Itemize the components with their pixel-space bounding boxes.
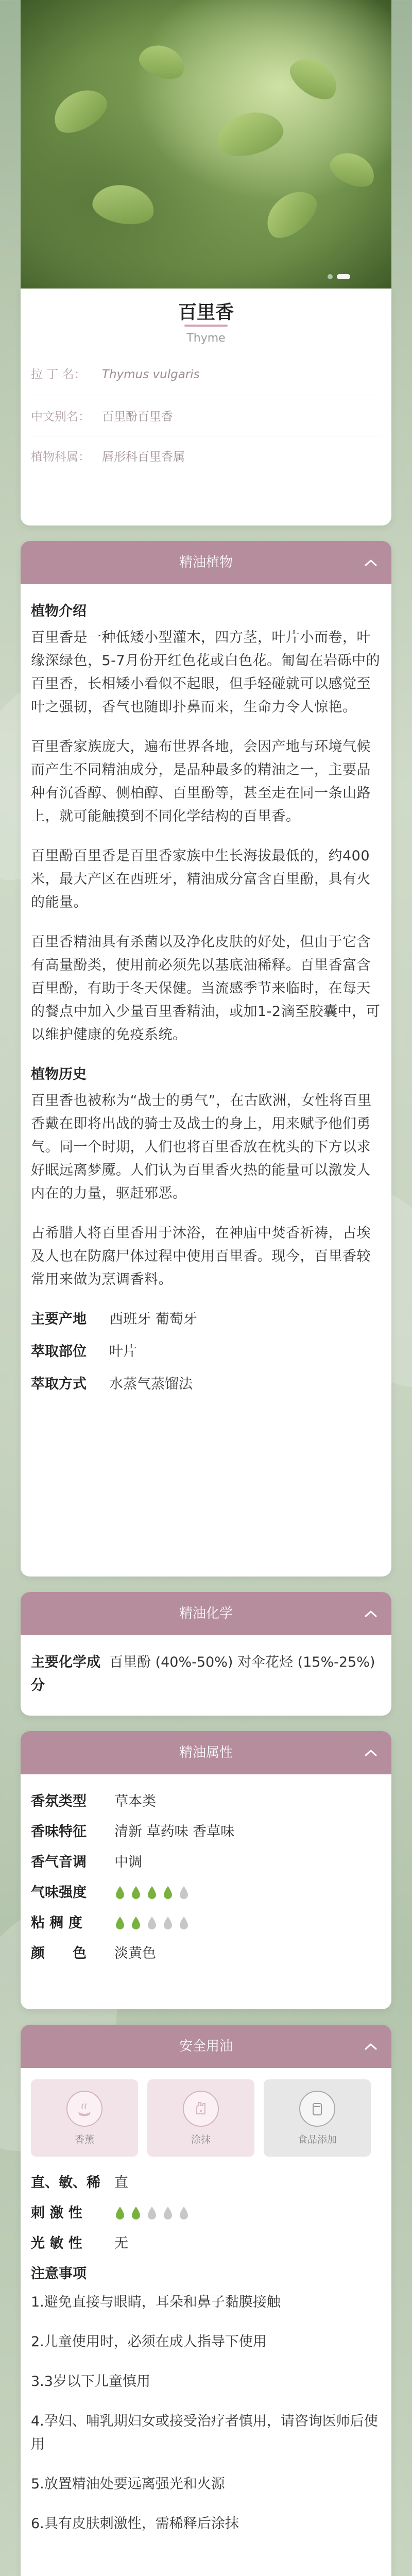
- alias-label: 中文别名：: [31, 410, 90, 423]
- extraction-part-label: 萃取部位: [31, 1344, 87, 1360]
- thyme-leaf-image: [135, 39, 189, 84]
- extraction-method-value: 水蒸气蒸馏法: [109, 1376, 193, 1392]
- precaution-item: 5.放置精油处要远离强光和火源: [31, 2476, 225, 2492]
- section-header-title: 精油植物: [179, 555, 233, 570]
- carousel-dot[interactable]: [337, 274, 350, 279]
- extraction-method-label: 萃取方式: [31, 1376, 87, 1392]
- origin-row: [31, 1308, 381, 1331]
- latin-name-value: Thymus vulgaris: [102, 368, 200, 381]
- paragraph: 百里香是一种低矮小型灌木，四方茎，叶片小而卷，叶缘深绿色，5-7月份开红色花或白色花。匍匐在岩砾中的百里香，长相矮小看似不起眼，但手轻碰就可以感觉至叶之强韧，香气也随即扑鼻而来，生命力令人惊艳。: [31, 630, 381, 715]
- viscosity-row: [31, 1911, 381, 1935]
- irritation-row: [31, 2201, 381, 2225]
- aroma-feature-row: [31, 1820, 381, 1843]
- chevron-up-icon[interactable]: [362, 541, 380, 584]
- paragraph: 百里香家族庞大，遍布世界各地，会因产地与环境气候而产生不同精油成分，是品种最多的精油之一，主要品种有沉香醇、侧柏醇、百里酚等，甚至走在同一条山路上，就可能触摸到不同化学结构的百里香。: [31, 739, 371, 824]
- section-header[interactable]: [21, 1592, 391, 1635]
- dilution-label: 直、敏、稀: [31, 2175, 100, 2191]
- drop-filled-icon: [146, 1885, 158, 1901]
- dilution-row: [31, 2171, 381, 2194]
- intensity-rating: [114, 1885, 190, 1901]
- drop-empty-icon: [178, 1885, 190, 1901]
- hero-image-carousel[interactable]: [21, 0, 391, 289]
- drop-empty-icon: [178, 1916, 190, 1931]
- essential-oil-properties-section: [21, 1731, 391, 2009]
- drop-filled-icon: [114, 1916, 126, 1931]
- plant-intro-title: 植物介绍: [31, 603, 87, 619]
- aroma-note-value: 中调: [114, 1854, 142, 1870]
- drop-empty-icon: [162, 2206, 174, 2221]
- drop-empty-icon: [178, 2206, 190, 2221]
- plant-english-name: Thyme: [186, 332, 226, 345]
- drop-filled-icon: [130, 1885, 142, 1901]
- aroma-feature-label: 香味特征: [31, 1824, 87, 1840]
- irritation-rating: [114, 2206, 190, 2221]
- paragraph: 百里香也被称为“战士的勇气”，在古欧洲，女性将百里香戴在即将出战的骑士及战士的身上，用来赋予他们勇气。同一个时期，人们也将百里香放在枕头的下方以求好眠远离梦魇。人们认为百里香火热的能量可以激发人内在的力量，驱赶邪恶。: [31, 1093, 372, 1201]
- color-label: 颜 色: [31, 1945, 87, 1961]
- carousel-indicator[interactable]: [328, 274, 350, 279]
- intensity-label: 气味强度: [31, 1885, 87, 1901]
- family-row: [31, 447, 381, 464]
- precaution-item: 2.儿童使用时，必须在成人指导下使用: [31, 2334, 267, 2350]
- aroma-note-row: [31, 1851, 381, 1874]
- section-header[interactable]: [21, 1731, 391, 1774]
- viscosity-rating: [114, 1916, 190, 1931]
- diffuser-icon: [66, 2091, 102, 2127]
- latin-name-label: 拉 丁 名：: [31, 368, 86, 381]
- aroma-type-value: 草本类: [114, 1793, 156, 1809]
- precautions-title: 注意事项: [31, 2266, 87, 2282]
- usage-methods: [31, 2079, 381, 2157]
- origin-value: 西班牙 葡萄牙: [109, 1311, 197, 1327]
- aroma-type-label: 香氛类型: [31, 1793, 87, 1809]
- aroma-feature-value: 清新 草药味 香草味: [114, 1824, 235, 1840]
- page-title: 百里香: [178, 302, 234, 323]
- topical-icon: [183, 2091, 219, 2127]
- plant-history-title: 植物历史: [31, 1066, 87, 1082]
- essential-oil-plant-section: [21, 541, 391, 1577]
- color-value: 淡黄色: [114, 1945, 156, 1961]
- section-header-title: 精油属性: [179, 1745, 233, 1760]
- drop-filled-icon: [130, 1916, 142, 1931]
- photosensitivity-label: 光 敏 性: [31, 2235, 82, 2251]
- thyme-leaf-image: [46, 81, 113, 141]
- plant-intro-text: [31, 626, 381, 1046]
- precaution-item: 1.避免直接与眼睛，耳朵和鼻子黏膜接触: [31, 2294, 281, 2310]
- drop-filled-icon: [162, 1885, 174, 1901]
- extraction-part-row: [31, 1340, 381, 1363]
- section-header[interactable]: [21, 541, 391, 584]
- alias-value: 百里酚百里香: [102, 410, 173, 423]
- precaution-item: 3.3岁以下儿童慎用: [31, 2374, 150, 2389]
- photosensitivity-value: 无: [114, 2235, 128, 2251]
- paragraph: 百里酚百里香是百里香家族中生长海拔最低的，约400米，最大产区在西班牙，精油成分富含百里酚，具有火的能量。: [31, 848, 371, 910]
- usage-label: 食品添加: [297, 2133, 337, 2145]
- intensity-row: [31, 1881, 381, 1904]
- title-underline: [184, 325, 228, 327]
- drop-empty-icon: [146, 1916, 158, 1931]
- thyme-leaf-image: [90, 180, 157, 229]
- drop-empty-icon: [162, 1916, 174, 1931]
- drop-filled-icon: [114, 2206, 126, 2221]
- paragraph: 百里香精油具有杀菌以及净化皮肤的好处，但由于它含有高量酚类，使用前必须先以基底油稀释。百里香富含百里酚，有助于冬天保健。当流感季节来临时，在每天的餐点中加入少量百里香精油，或加1-2滴至胶囊中，可以维护健康的免疫系统。: [31, 934, 381, 1043]
- viscosity-label: 粘 稠 度: [31, 1915, 82, 1931]
- latin-name-row: [31, 365, 381, 382]
- drop-filled-icon: [114, 1885, 126, 1901]
- section-header-title: 安全用油: [179, 2039, 233, 2054]
- extraction-method-row: [31, 1372, 381, 1396]
- extraction-part-value: 叶片: [109, 1344, 137, 1360]
- usage-food: [264, 2079, 371, 2157]
- color-row: [31, 1942, 381, 1965]
- main-chemistry-label: 主要化学成分: [31, 1654, 100, 1693]
- irritation-label: 刺 激 性: [31, 2205, 82, 2221]
- drop-empty-icon: [146, 2206, 158, 2221]
- carousel-dot[interactable]: [328, 274, 333, 279]
- usage-label: 香薰: [74, 2133, 94, 2145]
- dilution-value: 直: [114, 2175, 128, 2191]
- usage-topical: [147, 2079, 254, 2157]
- usage-label: 涂抹: [191, 2133, 211, 2145]
- aroma-note-label: 香气音调: [31, 1854, 87, 1870]
- precaution-item: 6.具有皮肤刺激性，需稀释后涂抹: [31, 2516, 239, 2532]
- thyme-leaf-image: [212, 106, 287, 163]
- chevron-up-icon[interactable]: [362, 2025, 380, 2068]
- thyme-leaf-image: [258, 182, 324, 246]
- usage-diffuser: [31, 2079, 138, 2157]
- essential-oil-chemistry-section: [21, 1592, 391, 1716]
- food-icon: [299, 2091, 335, 2127]
- paragraph: 古希腊人将百里香用于沐浴，在神庙中焚香祈祷，古埃及人也在防腐尸体过程中使用百里香。现今，百里香较常用来做为烹调香料。: [31, 1225, 371, 1287]
- section-header[interactable]: [21, 2025, 391, 2068]
- origin-label: 主要产地: [31, 1311, 87, 1327]
- thyme-leaf-image: [284, 50, 345, 107]
- main-chemistry-value: 百里酚 (40%-50%) 对伞花烃 (15%-25%): [109, 1654, 375, 1670]
- chevron-up-icon[interactable]: [362, 1592, 380, 1635]
- precaution-item: 4.孕妇、哺乳期妇女或接受治疗者慎用，请咨询医师后使用: [31, 2413, 378, 2452]
- plant-name-card: [21, 289, 391, 526]
- safe-usage-section: [21, 2025, 391, 2576]
- chevron-up-icon[interactable]: [362, 1731, 380, 1774]
- main-chemistry-row: [31, 1651, 381, 1697]
- drop-filled-icon: [130, 2206, 142, 2221]
- family-label: 植物科属：: [31, 450, 90, 464]
- photosensitivity-row: [31, 2232, 381, 2255]
- section-header-title: 精油化学: [179, 1606, 233, 1621]
- thyme-leaf-image: [325, 146, 380, 193]
- aroma-type-row: [31, 1790, 381, 1813]
- alias-row: [31, 407, 381, 424]
- family-value: 唇形科百里香属: [102, 450, 185, 464]
